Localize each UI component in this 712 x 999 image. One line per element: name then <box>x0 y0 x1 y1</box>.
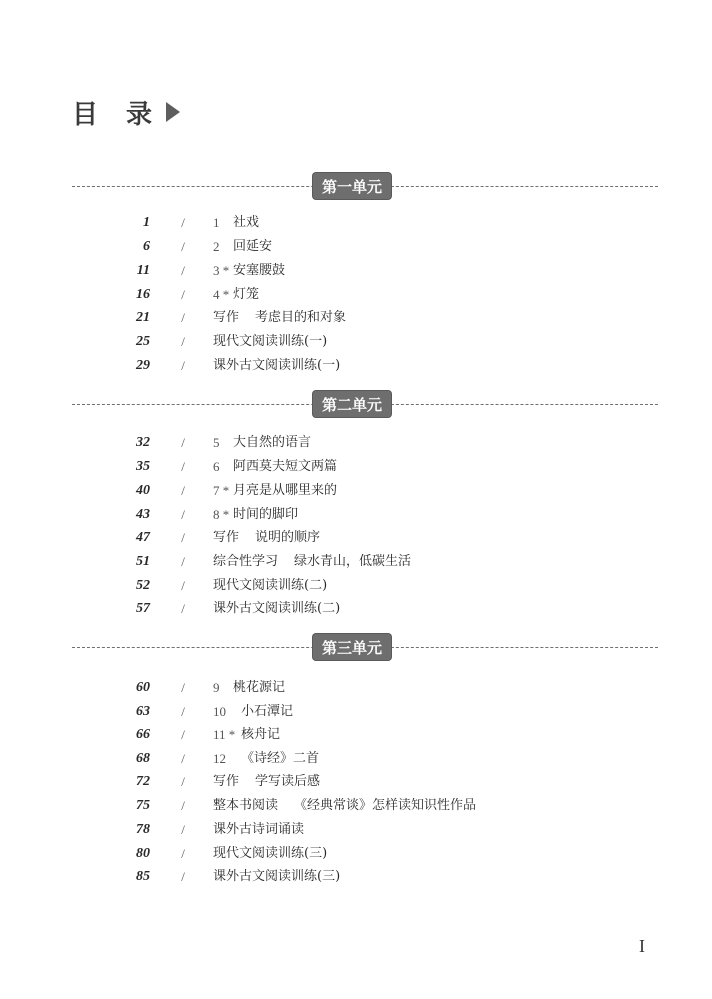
toc-entry[interactable] <box>0 551 712 573</box>
entry-title: 大自然的语言 <box>233 435 312 450</box>
entry-subtitle: 《经典常谈》怎样读知识性作品 <box>294 798 477 813</box>
entry-title: 现代文阅读训练(二) <box>213 578 328 593</box>
play-triangle-icon <box>166 102 180 122</box>
entry-subtitle: 学写读后感 <box>255 774 321 789</box>
entry-category: 写作 <box>213 530 240 545</box>
separator: / <box>181 263 185 278</box>
toc-entry[interactable] <box>0 331 712 353</box>
entry-title: 课外古诗词诵读 <box>213 822 305 837</box>
toc-entry[interactable] <box>0 598 712 620</box>
entry-title: 灯笼 <box>233 287 260 302</box>
page-title <box>72 94 180 130</box>
toc-entry[interactable] <box>0 432 712 454</box>
separator: / <box>181 358 185 373</box>
page-number: 68 <box>136 751 150 766</box>
entry-title <box>213 307 346 329</box>
title-char-mu: 目 <box>72 99 99 130</box>
page-number: 47 <box>136 530 150 545</box>
unit-badge: 第二单元 <box>313 391 391 417</box>
separator: / <box>181 822 185 837</box>
unit-badge: 第三单元 <box>313 634 391 660</box>
entry-title: 现代文阅读训练(一) <box>213 334 328 349</box>
entry-category: 写作 <box>213 774 240 789</box>
toc-entry[interactable] <box>0 748 712 770</box>
toc-entry[interactable] <box>0 843 712 865</box>
page-number: 16 <box>136 287 150 302</box>
entry-title: 课外古文阅读训练(一) <box>213 358 341 373</box>
entry-category: 写作 <box>213 310 240 325</box>
entry-title: 社戏 <box>233 215 260 230</box>
lesson-number: 9 <box>213 680 220 695</box>
toc-entry[interactable] <box>0 236 712 258</box>
page-number: 40 <box>136 483 150 498</box>
separator: / <box>181 310 185 325</box>
page-number: 75 <box>136 798 150 813</box>
page-number: 43 <box>136 507 150 522</box>
separator: / <box>181 239 185 254</box>
separator: / <box>181 798 185 813</box>
separator: / <box>181 334 185 349</box>
page-number: 35 <box>136 459 150 474</box>
separator: / <box>181 483 185 498</box>
entry-title <box>213 527 320 549</box>
toc-entry[interactable] <box>0 771 712 793</box>
entry-title: 《诗经》二首 <box>241 751 320 766</box>
toc-entry[interactable] <box>0 724 712 746</box>
page-number: 57 <box>136 601 150 616</box>
entry-subtitle: 说明的顺序 <box>255 530 321 545</box>
unit-header-2 <box>72 391 658 417</box>
lesson-number: 12 <box>213 751 226 766</box>
page-number: 51 <box>136 554 150 569</box>
title-char-lu: 录 <box>126 99 153 130</box>
entry-subtitle: 绿水青山，低碳生活 <box>294 554 412 569</box>
lesson-number: 2 <box>213 239 220 254</box>
separator: / <box>181 287 185 302</box>
toc-entry[interactable] <box>0 260 712 282</box>
page-number: 52 <box>136 578 150 593</box>
toc-entry[interactable] <box>0 701 712 723</box>
page-number: 29 <box>136 358 150 373</box>
entry-title: 核舟记 <box>241 727 281 742</box>
entry-title: 桃花源记 <box>233 680 286 695</box>
entry-title: 课外古文阅读训练(二) <box>213 601 341 616</box>
entry-title: 月亮是从哪里来的 <box>233 483 338 498</box>
page-number: 66 <box>136 727 150 742</box>
toc-entry[interactable] <box>0 795 712 817</box>
page-number: 21 <box>136 310 150 325</box>
page-number: 1 <box>143 215 150 230</box>
entry-subtitle: 考虑目的和对象 <box>255 310 347 325</box>
entry-title <box>213 771 320 793</box>
toc-entry[interactable] <box>0 284 712 306</box>
toc-entry[interactable] <box>0 307 712 329</box>
page-number: 11 <box>136 263 150 278</box>
entry-title: 时间的脚印 <box>233 507 299 522</box>
entry-title: 回延安 <box>233 239 273 254</box>
separator: / <box>181 727 185 742</box>
page-number: 72 <box>136 774 150 789</box>
lesson-number: 10 <box>213 704 226 719</box>
lesson-number: 11 * <box>213 727 236 742</box>
separator: / <box>181 530 185 545</box>
page-number: 32 <box>136 435 150 450</box>
separator: / <box>181 554 185 569</box>
page-number-footer: I <box>639 936 645 956</box>
separator: / <box>181 680 185 695</box>
toc-entry[interactable] <box>0 677 712 699</box>
unit-badge: 第一单元 <box>313 173 391 199</box>
toc-entry[interactable] <box>0 504 712 526</box>
entry-category: 综合性学习 <box>213 554 279 569</box>
lesson-number: 4 * <box>213 287 230 302</box>
toc-entry[interactable] <box>0 212 712 234</box>
toc-entry[interactable] <box>0 456 712 478</box>
entry-title: 安塞腰鼓 <box>233 263 286 278</box>
separator: / <box>181 846 185 861</box>
toc-entry[interactable] <box>0 866 712 888</box>
separator: / <box>181 774 185 789</box>
page-number: 78 <box>136 822 150 837</box>
entry-title: 现代文阅读训练(三) <box>213 846 328 861</box>
lesson-number: 8 * <box>213 507 230 522</box>
entry-title: 小石潭记 <box>241 704 294 719</box>
separator: / <box>181 507 185 522</box>
entry-title: 阿西莫夫短文两篇 <box>233 459 338 474</box>
separator: / <box>181 869 185 884</box>
page-number: 60 <box>136 680 150 695</box>
unit-header-3 <box>72 634 658 660</box>
separator: / <box>181 751 185 766</box>
lesson-number: 3 * <box>213 263 230 278</box>
separator: / <box>181 578 185 593</box>
separator: / <box>181 601 185 616</box>
separator: / <box>181 215 185 230</box>
page-number: 6 <box>143 239 150 254</box>
toc-entry[interactable] <box>0 355 712 377</box>
lesson-number: 6 <box>213 459 220 474</box>
entry-title <box>213 795 476 817</box>
separator: / <box>181 459 185 474</box>
lesson-number: 1 <box>213 215 220 230</box>
page-number: 25 <box>136 334 150 349</box>
entry-title: 课外古文阅读训练(三) <box>213 869 341 884</box>
toc-entry[interactable] <box>0 575 712 597</box>
entry-category: 整本书阅读 <box>213 798 279 813</box>
separator: / <box>181 704 185 719</box>
lesson-number: 5 <box>213 435 220 450</box>
toc-entry[interactable] <box>0 819 712 841</box>
toc-entry[interactable] <box>0 480 712 502</box>
lesson-number: 7 * <box>213 483 230 498</box>
page-number: 63 <box>136 704 150 719</box>
toc-entry[interactable] <box>0 527 712 549</box>
entry-title <box>213 551 411 573</box>
unit-header-1 <box>72 173 658 199</box>
page-number: 80 <box>136 846 150 861</box>
page-number: 85 <box>136 869 150 884</box>
separator: / <box>181 435 185 450</box>
